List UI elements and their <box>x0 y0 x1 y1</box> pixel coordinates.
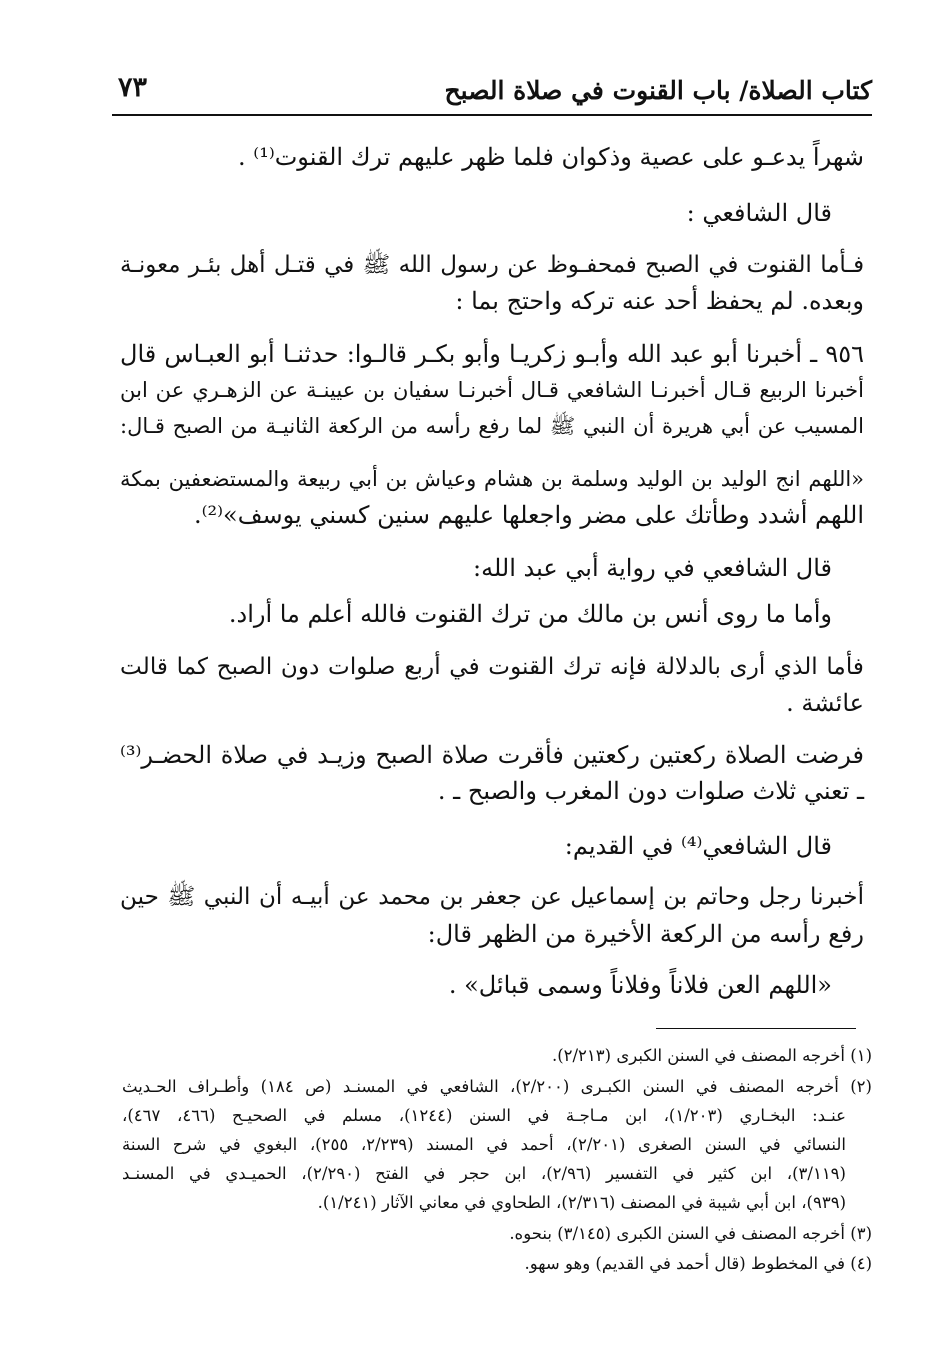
footnote-line: (١) أخرجه المصنف في السنن الكبرى (٢/٢١٣). <box>551 1046 872 1065</box>
text-line: «اللهم انج الوليد بن الوليد وسلمة بن هشام وعياش بن أبي ربيعة والمستضعفين بمكة <box>120 467 864 491</box>
text-line: فـأما القنوت في الصبح فمحفـوظ عن رسول الله ﷺ في قتـل أهل بئـر معونـة <box>120 252 864 278</box>
running-title: كتاب الصلاة/ باب القنوت في صلاة الصبح <box>444 76 872 105</box>
footnote-line: (٢) أخرجه المصنف في السنن الكبـرى (٢/٢٠٠)، الشافعي في المسنـد (ص ١٨٤) وأطـراف الحـديث <box>122 1077 872 1096</box>
footnote-line: (٣) أخرجه المصنف في السنن الكبرى (٣/١٤٥) بنحوه. <box>509 1224 872 1243</box>
text-line: وأما ما روى أنس بن مالك من ترك القنوت فالله أعلم ما أراد. <box>228 600 832 628</box>
text-line: ـ تعني ثلاث صلوات دون المغرب والصبح ـ . <box>437 777 864 805</box>
text-line: «اللهم العن فلاناً وفلاناً وسمى قبائل» . <box>448 971 832 999</box>
text-line: فرضت الصلاة ركعتين ركعتين فأقرت صلاة الصبح وزيـد في صلاة الحضـر⁽³⁾ <box>120 741 864 769</box>
text-line: شهراً يدعـو على عصية وذكوان فلما ظهر عليهم ترك القنوت⁽¹⁾ . <box>238 143 864 171</box>
footnote-line: (٩٣٩)، ابن أبي شيبة في المصنف (٢/٣١٦)، الطحاوي في معاني الآثار (١/٢٤١). <box>317 1193 846 1212</box>
text-line: فأما الذي أرى بالدلالة فإنه ترك القنوت في أربع صلوات دون الصبح كما قالت <box>120 653 864 680</box>
footnote-line: (٣/١١٩)، ابن كثير في التفسير (٢/٩٦)، ابن حجر في الفتح (٢/٢٩٠)، الحميـدي في المسنـد <box>122 1164 846 1183</box>
text-line: وبعده. لم يحفظ أحد عنه تركه واحتج بما : <box>455 287 864 315</box>
page-number: ٧٣ <box>118 72 148 103</box>
page-header <box>112 70 872 116</box>
footnote-rule <box>656 1028 856 1029</box>
text-line: المسيب عن أبي هريرة أن النبي ﷺ لما رفع رأسه من الركعة الثانيـة من الصبح قـال: <box>120 414 864 438</box>
footnote-line: (٤) في المخطوط (قال أحمد في القديم) وهو سهو. <box>524 1254 872 1273</box>
footnote-line: النسائي في السنن الصغرى (٢/٢٠١)، أحمد في المسند (٢/٢٣٩، ٢٥٥)، البغوي في شرح السنة <box>122 1135 846 1154</box>
header-rule <box>112 114 872 116</box>
text-line: اللهم أشدد وطأتك على مضر واجعلها عليهم سنين كسني يوسف»⁽²⁾. <box>193 501 864 529</box>
text-line: ٩٥٦ ـ أخبرنا أبو عبد الله وأبـو زكريـا وأبو بكـر قالـوا: حدثنـا أبو العبـاس قال <box>120 340 864 368</box>
text-line: رفع رأسه من الركعة الأخيرة من الظهر قال: <box>427 920 864 948</box>
text-line: أخبرنا رجل وحاتم بن إسماعيل عن جعفر بن محمد عن أبيـه أن النبي ﷺ حين <box>120 884 864 910</box>
text-line: عائشة . <box>786 689 864 717</box>
text-line: قال الشافعي⁽⁴⁾ في القديم: <box>564 832 832 860</box>
text-line: قال الشافعي : <box>686 199 832 227</box>
text-line: قال الشافعي في رواية أبي عبد الله: <box>472 554 832 582</box>
footnote-line: عنـد: البخـاري (١/٢٠٣)، ابن مـاجـة في السنن (١٢٤٤)، مسلم في الصحيـح (٤٦٦، ٤٦٧)، <box>122 1106 846 1125</box>
text-line: أخبرنا الربيع قـال أخبرنـا الشافعي قـال أخبرنـا سفيان بن عيينـة عن الزهـري عن ابن <box>120 377 864 402</box>
